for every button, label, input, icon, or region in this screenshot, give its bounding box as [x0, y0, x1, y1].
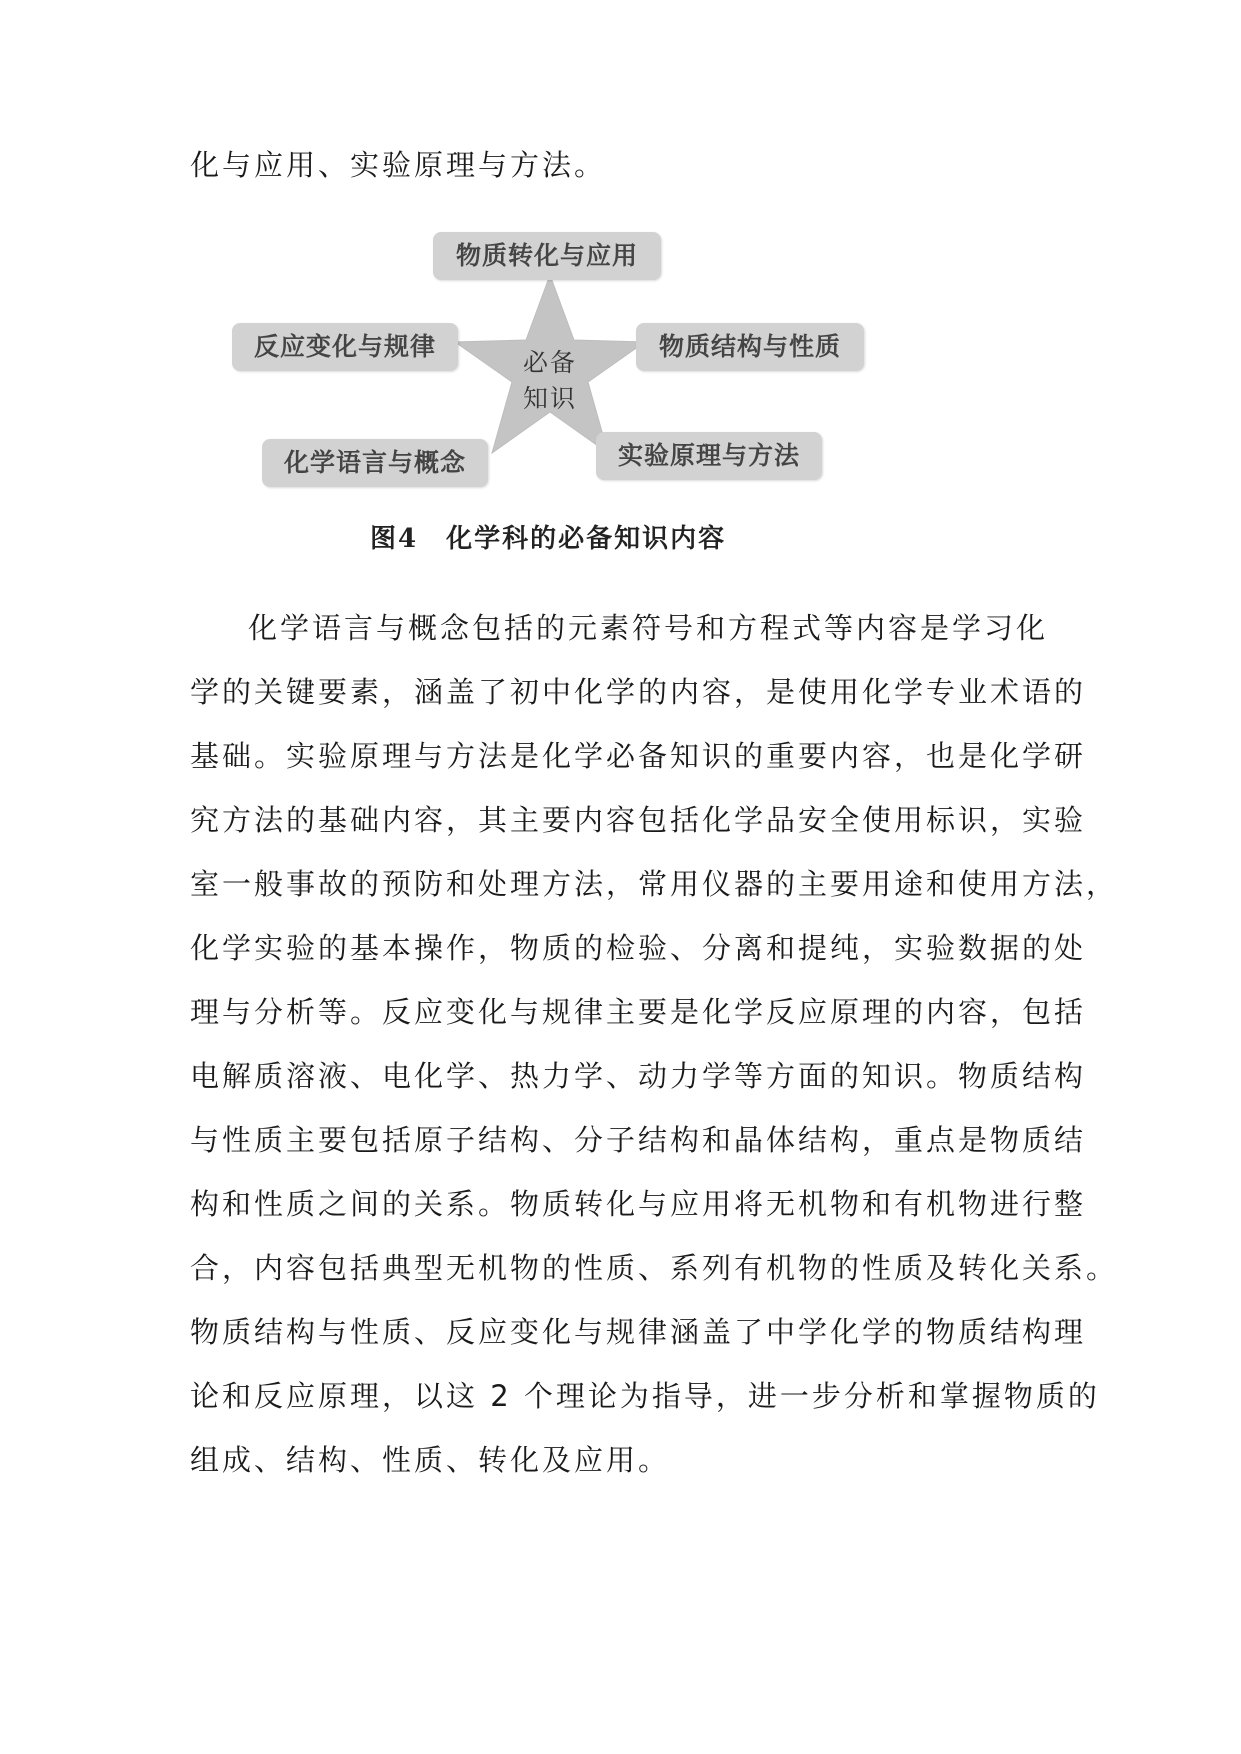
paragraph-line: 合，内容包括典型无机物的性质、系列有机物的性质及转化关系。 — [190, 1251, 1119, 1285]
paragraph-line: 学的关键要素，涵盖了初中化学的内容，是使用化学专业术语的 — [190, 675, 1087, 709]
figure-caption-text: 化学科的必备知识内容 — [446, 524, 727, 554]
paragraph-line: 理与分析等。反应变化与规律主要是化学反应原理的内容，包括 — [190, 995, 1087, 1029]
star-center-label — [515, 345, 585, 417]
paragraph-line: 电解质溶液、电化学、热力学、动力学等方面的知识。物质结构 — [190, 1059, 1087, 1093]
figure-caption — [370, 518, 726, 555]
paragraph-line: 化学实验的基本操作，物质的检验、分离和提纯，实验数据的处 — [190, 931, 1087, 965]
paragraph-line: 论和反应原理，以这 2 个理论为指导，进一步分析和掌握物质的 — [190, 1379, 1100, 1413]
paragraph-line: 构和性质之间的关系。物质转化与应用将无机物和有机物进行整 — [190, 1187, 1087, 1221]
box-right: 物质结构与性质 — [636, 323, 864, 371]
box-bottom-right: 实验原理与方法 — [596, 432, 822, 480]
star-center-label-line1: 必备 — [522, 348, 577, 377]
box-bottom-left: 化学语言与概念 — [262, 439, 488, 487]
knowledge-star-diagram — [0, 0, 1241, 560]
paragraph-line: 物质结构与性质、反应变化与规律涵盖了中学化学的物质结构理 — [190, 1315, 1087, 1349]
box-top: 物质转化与应用 — [433, 232, 661, 280]
paragraph-line: 化学语言与概念包括的元素符号和方程式等内容是学习化 — [248, 611, 1049, 645]
paragraph-line: 基础。实验原理与方法是化学必备知识的重要内容，也是化学研 — [190, 739, 1087, 773]
paragraph-line: 究方法的基础内容，其主要内容包括化学品安全使用标识，实验 — [190, 803, 1087, 837]
paragraph-line: 室一般事故的预防和处理方法，常用仪器的主要用途和使用方法， — [190, 867, 1119, 901]
top-text-line: 化与应用、实验原理与方法。 — [190, 148, 607, 182]
star-center-label-line2: 知识 — [522, 384, 577, 413]
paragraph-line: 与性质主要包括原子结构、分子结构和晶体结构，重点是物质结 — [190, 1123, 1087, 1157]
paragraph-line: 组成、结构、性质、转化及应用。 — [190, 1443, 671, 1477]
box-left: 反应变化与规律 — [232, 323, 458, 371]
figure-caption-number: 图4 — [370, 524, 419, 554]
